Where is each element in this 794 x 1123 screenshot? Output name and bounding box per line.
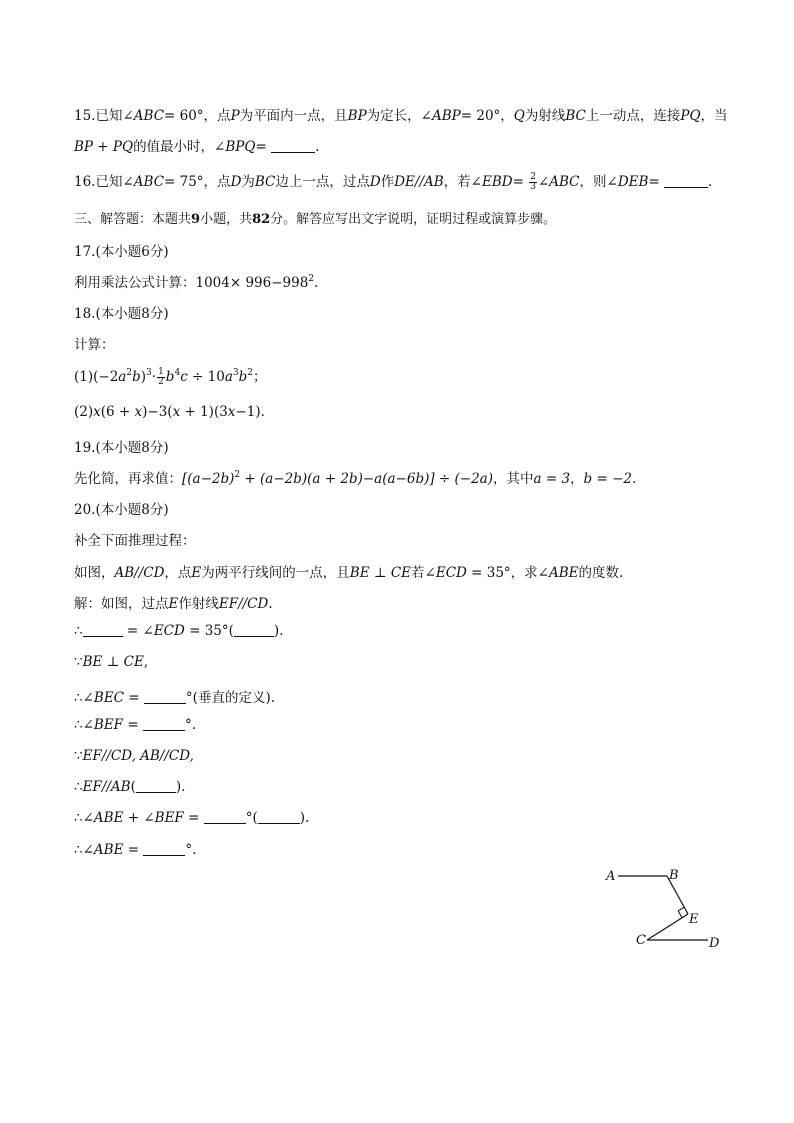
answer-blank[interactable] <box>83 623 123 637</box>
q20-intro: 补全下面推理过程： <box>74 533 196 549</box>
q20-step2: ∵BE ⊥ CE, <box>74 654 149 670</box>
q20-step4: ∴∠BEF = °. <box>74 717 197 733</box>
geometry-figure <box>600 862 730 954</box>
answer-blank[interactable] <box>143 842 185 856</box>
q20-solution-intro: 解：如图，过点E作射线EF//CD. <box>74 596 273 612</box>
section-header: 三、解答题：本题共9小题，共82分。解答应写出文字说明，证明过程或演算步骤。 <box>74 212 557 227</box>
q20-step3: ∴∠BEC = °(垂直的定义). <box>74 690 275 706</box>
q18-header: 18.(本小题8分) <box>74 306 169 322</box>
segment-ec <box>647 914 688 940</box>
label-b: B <box>669 868 679 883</box>
q18-part1: $(1)(-2a^2b)^3\cdot$ $\frac{1}{2}$ $b^4c \div 10a^3b^2$； <box>74 367 267 387</box>
reason-blank[interactable] <box>258 810 300 824</box>
q20-header: 20.(本小题8分) <box>74 502 169 518</box>
fraction-two-thirds: $\frac{2}{3}$ <box>530 172 536 192</box>
q17-header: 17.(本小题6分) <box>74 244 169 260</box>
q16-line: 16.已知∠ABC= 75°，点D为BC边上一点，过点D作DE//AB，若∠EBD= $\frac{2}{3}$ ∠ABC，则∠DEB= . <box>74 172 713 192</box>
q17-body: 利用乘法公式计算：$1004\times 996-998^2$. <box>74 274 319 291</box>
q20-step1: ∴ = ∠ECD = 35°( ). <box>74 623 284 639</box>
fraction-one-half: $\frac{1}{2}$ <box>158 367 164 387</box>
q20-step6: ∴EF//AB( ). <box>74 779 186 795</box>
q20-step7: ∴∠ABE + ∠BEF = °( ). <box>74 810 310 826</box>
reason-blank[interactable] <box>136 779 176 793</box>
q20-step5: ∵EF//CD, AB//CD, <box>74 748 194 764</box>
q15-line2: BP + PQ的值最小时，∠BPQ= . <box>74 139 320 155</box>
q18-part2: (2)x(6 + x)−3(x + 1)(3x−1). <box>74 404 265 420</box>
q20-statement: 如图，AB//CD，点E为两平行线间的一点，且BE ⊥ CE若∠ECD = 35°，求∠ABE的度数. <box>74 565 624 581</box>
answer-blank[interactable] <box>204 810 246 824</box>
label-e: E <box>689 912 699 927</box>
label-a: A <box>606 869 616 884</box>
label-c: C <box>636 933 646 948</box>
reason-blank[interactable] <box>234 623 274 637</box>
right-angle-mark <box>678 907 684 918</box>
q19-header: 19.(本小题8分) <box>74 440 169 456</box>
q18-intro: 计算： <box>74 337 115 353</box>
answer-blank[interactable] <box>143 717 185 731</box>
q15-line1: 15.已知∠ABC= 60°，点P为平面内一点，且BP为定长，∠ABP= 20°，Q为射线BC上一动点，连接PQ，当 <box>74 108 728 124</box>
answer-blank[interactable] <box>664 174 708 188</box>
q19-body: 先化简，再求值：$[(a-2b)^2 + (a-2b)(a + 2b)-a(a-6b)] \div (-2a)$，其中a = 3，b = −2. <box>74 470 637 487</box>
label-d: D <box>709 936 720 951</box>
answer-blank[interactable] <box>144 690 186 704</box>
q20-step8: ∴∠ABE = °. <box>74 842 197 858</box>
answer-blank[interactable] <box>271 139 315 153</box>
